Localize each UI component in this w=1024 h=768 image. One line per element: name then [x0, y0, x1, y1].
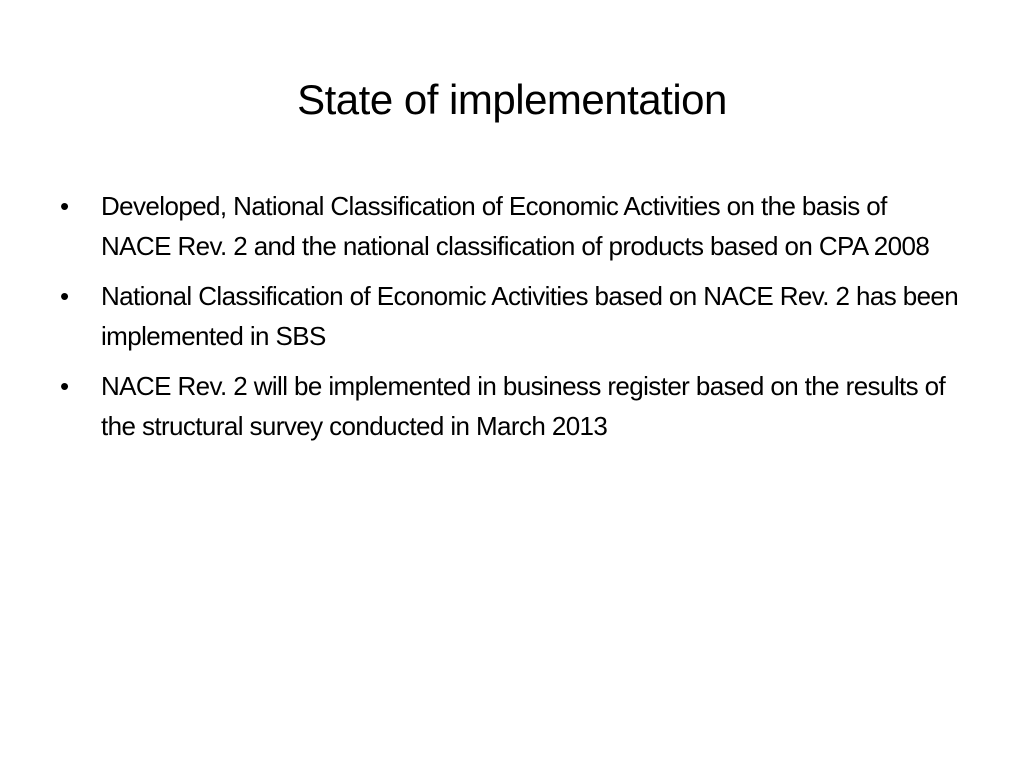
- bullet-text: NACE Rev. 2 will be implemented in business register based on the results of the structural survey conducted in March 2013: [101, 371, 946, 441]
- slide-title: State of implementation: [297, 76, 727, 123]
- bullet-item: [60, 276, 960, 356]
- bullet-text: National Classification of Economic Activities based on NACE Rev. 2 has been implemented in SBS: [101, 281, 959, 351]
- bullet-icon: •: [60, 191, 69, 221]
- bullet-item: [60, 186, 960, 266]
- bullet-item: [60, 366, 960, 446]
- bullet-icon: •: [60, 371, 69, 401]
- bullet-list: [60, 186, 960, 456]
- bullet-text: Developed, National Classification of Economic Activities on the basis of NACE Rev. 2 and the national classification of products based on CPA 2008: [101, 191, 930, 261]
- bullet-icon: •: [60, 281, 69, 311]
